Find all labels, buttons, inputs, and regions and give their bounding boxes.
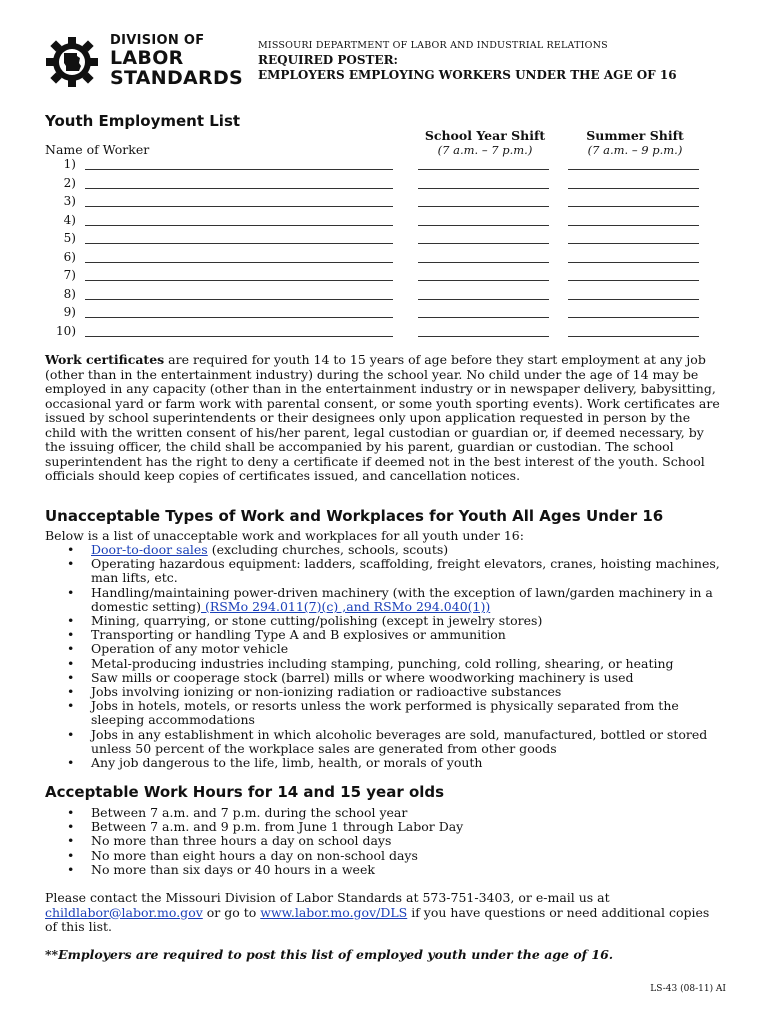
list-item: • Between 7 a.m. and 7 p.m. during the school year: [45, 806, 725, 820]
row-number: 9): [63, 305, 76, 319]
summer-shift-line[interactable]: [568, 336, 699, 337]
unacceptable-list: [45, 543, 725, 770]
logo-line-2: LABOR: [110, 47, 184, 69]
worker-name-line[interactable]: [85, 299, 393, 300]
row-number: 5): [63, 231, 76, 245]
school-shift-line[interactable]: [418, 280, 549, 281]
website-link[interactable]: www.labor.mo.gov/DLS: [260, 904, 408, 920]
summer-shift-line[interactable]: [568, 206, 699, 207]
row-number: 10): [56, 324, 76, 338]
gear-missouri-icon: [44, 36, 102, 88]
row-number: 1): [63, 157, 76, 171]
row-number: 4): [63, 213, 76, 227]
contact-text: Please contact the Missouri Division of Labor Standards at 573-751-3403, or e-mail us at: [45, 890, 610, 905]
row-number: 3): [63, 194, 76, 208]
worker-name-line[interactable]: [85, 317, 393, 318]
name-of-worker-header: Name of Worker: [45, 142, 150, 157]
list-item: • No more than eight hours a day on non-school days: [45, 849, 725, 863]
list-item: • Saw mills or cooperage stock (barrel) mills or where woodworking machinery is used: [45, 671, 725, 685]
list-item: • Jobs in any establishment in which alcoholic beverages are sold, manufactured, bottled or stored unless 50 percent of the workplace sales are generated from other goods: [45, 728, 725, 756]
list-item: • Operation of any motor vehicle: [45, 642, 725, 656]
work-certificates-label: Work certificates: [45, 352, 165, 367]
worker-name-line[interactable]: [85, 280, 393, 281]
contact-paragraph: [45, 891, 725, 935]
form-number: LS-43 (08-11) AI: [650, 984, 726, 994]
list-item-text: (excluding churches, schools, scouts): [207, 542, 449, 557]
worker-row: [45, 250, 725, 268]
summer-hours: (7 a.m. – 9 p.m.): [587, 143, 683, 157]
acceptable-list: [45, 806, 725, 877]
list-item: • Between 7 a.m. and 9 p.m. from June 1 through Labor Day: [45, 820, 725, 834]
school-shift-line[interactable]: [418, 336, 549, 337]
list-item: • Operating hazardous equipment: ladders, scaffolding, freight elevators, cranes, hoisting machines, man lifts, etc.: [45, 557, 725, 585]
worker-row: [45, 176, 725, 194]
summer-shift-line[interactable]: [568, 317, 699, 318]
unacceptable-intro: Below is a list of unacceptable work and workplaces for all youth under 16:: [45, 528, 524, 543]
door-to-door-sales-link[interactable]: Door-to-door sales: [91, 542, 208, 557]
worker-row: [45, 324, 725, 342]
summer-shift-line[interactable]: [568, 243, 699, 244]
worker-name-line[interactable]: [85, 336, 393, 337]
school-year-header: School Year Shift: [424, 128, 546, 143]
list-item: [45, 586, 725, 614]
logo-wordmark: [110, 34, 243, 88]
school-shift-line[interactable]: [418, 225, 549, 226]
work-certificates-paragraph: [45, 353, 725, 484]
youth-list-title: Youth Employment List: [45, 112, 241, 130]
worker-row: [45, 305, 725, 323]
school-shift-line[interactable]: [418, 243, 549, 244]
list-item: • Transporting or handling Type A and B explosives or ammunition: [45, 628, 725, 642]
department-name: MISSOURI DEPARTMENT OF LABOR AND INDUSTRIAL RELATIONS: [258, 40, 608, 51]
list-item: • Any job dangerous to the life, limb, health, or morals of youth: [45, 756, 725, 770]
worker-row: [45, 157, 725, 175]
list-item: • Jobs involving ionizing or non-ionizing radiation or radioactive substances: [45, 685, 725, 699]
school-shift-line[interactable]: [418, 299, 549, 300]
list-item-text: Handling/maintaining power-driven machinery (with the exception of lawn/garden machinery in a domestic setting): [91, 584, 713, 614]
worker-row: [45, 213, 725, 231]
contact-text: if you have questions or need additional copies of this list.: [45, 904, 710, 934]
list-item: • No more than three hours a day on school days: [45, 834, 725, 848]
row-number: 2): [63, 176, 76, 190]
worker-name-line[interactable]: [85, 169, 393, 170]
worker-name-line[interactable]: [85, 225, 393, 226]
logo-line-3: STANDARDS: [110, 67, 244, 89]
row-number: 8): [63, 287, 76, 301]
email-link[interactable]: childlabor@labor.mo.gov: [45, 904, 203, 920]
row-number: 7): [63, 268, 76, 282]
summer-shift-line[interactable]: [568, 280, 699, 281]
page-header: [44, 34, 734, 88]
summer-header: Summer Shift: [586, 128, 684, 143]
rsmo-statute-link[interactable]: (RSMo 294.011(7)(c) ,and RSMo 294.040(1)): [200, 598, 491, 614]
summer-shift-line[interactable]: [568, 169, 699, 170]
worker-row: [45, 268, 725, 286]
school-shift-line[interactable]: [418, 262, 549, 263]
required-poster-label: REQUIRED POSTER:: [258, 53, 398, 67]
worker-row: [45, 231, 725, 249]
unacceptable-title: Unacceptable Types of Work and Workplaces for Youth All Ages Under 16: [45, 507, 664, 525]
worker-row: [45, 287, 725, 305]
worker-name-line[interactable]: [85, 206, 393, 207]
dls-logo: [44, 34, 244, 88]
worker-name-line[interactable]: [85, 262, 393, 263]
logo-line-1: DIVISION OF: [110, 33, 205, 48]
employer-posting-note: **Employers are required to post this list of employed youth under the age of 16.: [45, 947, 614, 962]
worker-name-line[interactable]: [85, 243, 393, 244]
school-shift-line[interactable]: [418, 206, 549, 207]
acceptable-title: Acceptable Work Hours for 14 and 15 year olds: [45, 783, 445, 801]
list-item: • No more than six days or 40 hours in a week: [45, 863, 725, 877]
list-item: • Mining, quarrying, or stone cutting/polishing (except in jewelry stores): [45, 614, 725, 628]
school-year-hours: (7 a.m. – 7 p.m.): [437, 143, 533, 157]
school-shift-line[interactable]: [418, 188, 549, 189]
contact-text: or go to: [202, 904, 261, 920]
work-certificates-text: are required for youth 14 to 15 years of age before they start employment at any job (other than in the entertainment industry) during the school year. No child under the age of 14 may be employed in any capacity (other than in the entertainment industry or in newspaper delivery, babysitting, occasional yard or farm work with parental consent, or some youth sporting events). Work certificates are issued by school superintendents or their designees only upon application requested in person by the child with the written consent of his/her parent, legal custodian or guardian or, if deemed necessary, by the issuing officer, the child shall be accompanied by his parent, guardian or custodian. The school superintendent has the right to deny a certificate if deemed not in the best interest of the youth. School officials should keep copies of certificates issued, and cancellation notices.: [45, 352, 720, 483]
worker-row: [45, 194, 725, 212]
summer-shift-line[interactable]: [568, 262, 699, 263]
school-shift-line[interactable]: [418, 317, 549, 318]
row-number: 6): [63, 250, 76, 264]
worker-name-line[interactable]: [85, 188, 393, 189]
list-item: [45, 543, 725, 557]
summer-shift-line[interactable]: [568, 299, 699, 300]
summer-shift-line[interactable]: [568, 225, 699, 226]
list-item: • Metal-producing industries including stamping, punching, cold rolling, shearing, or heating: [45, 657, 725, 671]
poster-subtitle: EMPLOYERS EMPLOYING WORKERS UNDER THE AGE OF 16: [258, 68, 677, 82]
list-item: • Jobs in hotels, motels, or resorts unless the work performed is physically separated from the sleeping accommodations: [45, 699, 725, 727]
school-shift-line[interactable]: [418, 169, 549, 170]
summer-shift-line[interactable]: [568, 188, 699, 189]
